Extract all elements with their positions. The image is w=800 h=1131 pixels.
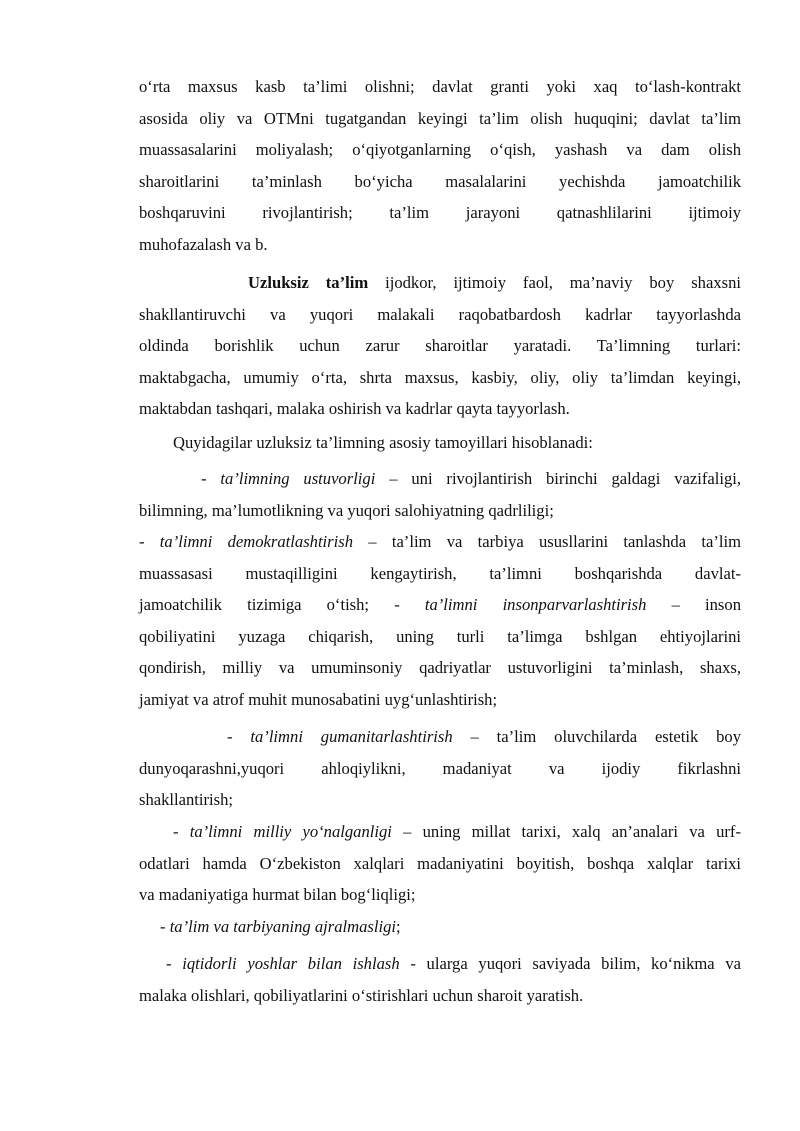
dash: -	[139, 532, 160, 551]
bold-term: Uzluksiz ta’lim	[248, 273, 369, 292]
text-line: shakllantirish;	[139, 790, 234, 810]
italic-term: ta’limni milliy yo‘nalganligi	[189, 822, 392, 841]
paragraph-gifted-youth	[139, 948, 741, 1011]
text-line: shakllantiruvchi va yuqori malakali raqobatbardosh kadrlar tayyorlashda	[139, 304, 741, 324]
dash: -	[227, 727, 251, 746]
paragraph-inseparability	[139, 911, 741, 943]
dash: -	[160, 917, 170, 936]
text-line: Quyidagilar uzluksiz ta’limning asosiy tamoyillari hisoblanadi:	[173, 433, 593, 452]
text-span: – inson	[646, 595, 741, 615]
text-line: malaka olishlari, qobiliyatlarini o‘stirishlari uchun sharoit yaratish.	[139, 985, 584, 1005]
italic-term: ta’limni insonparvarlashtirish	[424, 595, 647, 615]
text-span: jamoatchilik tizimiga o‘tish; -	[139, 595, 425, 615]
text-line: qondirish, milliy va umuminsoniy qadriyatlar ustuvorligini ta’minlash, shaxs,	[139, 658, 741, 678]
text-line	[139, 911, 741, 943]
dash: -	[201, 469, 221, 488]
text-line: sharoitlarini ta’minlash bo‘yicha masalalarini yechishda jamoatchilik	[139, 171, 741, 191]
text-line	[139, 589, 741, 621]
italic-term: ta’limni demokratlashtirish	[159, 532, 353, 551]
paragraph-education-rights	[139, 71, 741, 261]
paragraph-humanitarization	[139, 721, 741, 816]
italic-term: ta’lim va tarbiyaning ajralmasligi	[169, 917, 397, 936]
paragraph-democratization	[139, 526, 741, 716]
text-line: o‘rta maxsus kasb ta’limi olishni; davlat granti yoki xaq to‘lash-kontrakt	[139, 77, 741, 96]
dash: -	[173, 822, 190, 841]
text-line	[139, 721, 741, 753]
text-line	[139, 816, 741, 848]
italic-term: ta’limni gumanitarlashtirish	[250, 727, 453, 746]
text-line	[139, 948, 741, 980]
text-line: dunyoqarashni,yuqori ahloqiylikni, madaniyat va ijodiy fikrlashni	[139, 758, 741, 778]
text-line: odatlari hamda O‘zbekiston xalqlari madaniyatini boyitish, boshqa xalqlar tarixi	[139, 853, 741, 873]
text-line: oldinda borishlik uchun zarur sharoitlar yaratadi. Ta’limning turlari:	[139, 336, 741, 356]
paragraph-continuous-education	[139, 267, 741, 425]
text-span: – uning millat tarixi, xalq an’analari va urf-	[391, 822, 741, 841]
paragraph-national-orientation	[139, 816, 741, 911]
text-line: boshqaruvini rivojlantirish; ta’lim jarayoni qatnashlilarini ijtimoiy	[139, 203, 741, 223]
italic-term: iqtidorli yoshlar bilan ishlash	[182, 954, 400, 973]
text-line	[139, 463, 741, 495]
text-line	[139, 267, 741, 299]
text-line: maktabdan tashqari, malaka oshirish va kadrlar qayta tayyorlash.	[139, 399, 570, 419]
text-span: ;	[396, 917, 401, 936]
text-line: asosida oliy va OTMni tugatgandan keyingi ta’lim olish huquqini; davlat ta’lim	[139, 108, 741, 128]
text-line: muassasalarini moliyalash; o‘qiyotganlarning o‘qish, yashash va dam olish	[139, 140, 741, 160]
text-span: ijodkor, ijtimoiy faol, ma’naviy boy shaxsni	[368, 273, 741, 292]
text-line: maktabgacha, umumiy o‘rta, shrta maxsus, kasbiy, oliy, oliy ta’limdan keyingi,	[139, 367, 741, 387]
text-span: - ularga yuqori saviyada bilim, ko‘nikma va	[399, 954, 742, 973]
dash: -	[166, 954, 183, 973]
text-line: muassasasi mustaqilligini kengaytirish, ta’limni boshqarishda davlat-	[139, 563, 741, 583]
text-line: bilimning, ma’lumotlikning va yuqori salohiyatning qadrliligi;	[139, 500, 554, 520]
paragraph-priority	[139, 463, 741, 526]
text-line: jamiyat va atrof muhit munosabatini uyg‘unlashtirish;	[139, 689, 498, 709]
text-line: va madaniyatiga hurmat bilan bog‘liqligi;	[139, 885, 416, 905]
paragraph-principles-intro	[139, 427, 741, 459]
text-span: – uni rivojlantirish birinchi galdagi vazifaligi,	[375, 469, 742, 488]
text-line: qobiliyatini yuzaga chiqarish, uning turli ta’limga bshlgan ehtiyojlarini	[139, 626, 741, 646]
text-line: muhofazalash va b.	[139, 234, 268, 254]
text-span: – ta’lim oluvchilarda estetik boy	[452, 727, 742, 746]
italic-term: ta’limning ustuvorligi	[220, 469, 376, 488]
text-line	[139, 526, 741, 558]
text-span: – ta’lim va tarbiya ususllarini tanlashda ta’lim	[353, 532, 741, 551]
